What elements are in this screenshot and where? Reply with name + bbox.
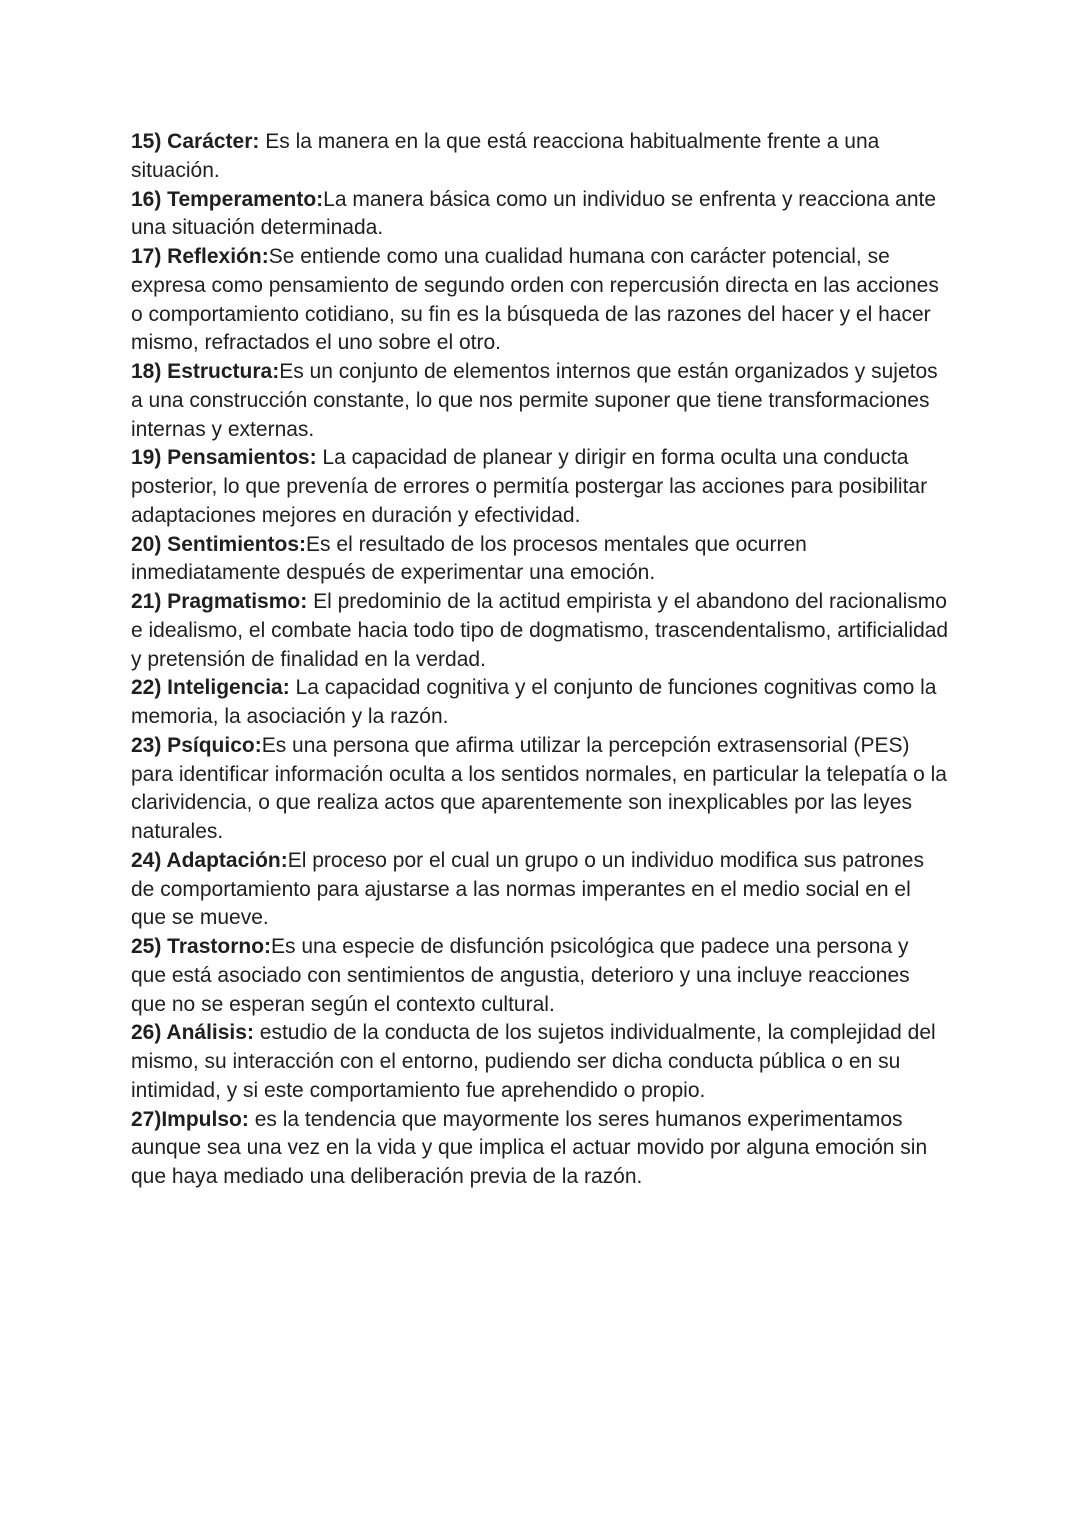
definition-term: 21) Pragmatismo: (131, 590, 308, 613)
definition-entry (131, 444, 949, 530)
definition-text: estudio de la conducta de los sujetos individualmente, la complejidad del mismo, su interacción con el entorno, pudiendo ser dicha conducta pública o en su intimidad, y si este comportamiento fue aprehendido o propio. (131, 1021, 936, 1102)
definition-term: 22) Inteligencia: (131, 676, 290, 700)
definitions-list (131, 128, 949, 1192)
definition-entry (131, 1019, 949, 1105)
definition-entry (131, 1106, 949, 1192)
definition-term: 24) Adaptación: (131, 848, 288, 872)
definition-entry (131, 358, 949, 444)
definition-text: es la tendencia que mayormente los seres humanos experimentamos aunque sea una vez en la vida y que implica el actuar movido por alguna emoción sin que haya mediado una deliberación previa de la razón. (131, 1107, 928, 1188)
definition-entry (131, 531, 949, 589)
definition-entry (131, 243, 949, 358)
definition-term: 16) Temperamento: (131, 187, 324, 211)
definition-term: 26) Análisis: (131, 1021, 254, 1045)
definition-text: El predominio de la actitud empirista y el abandono del racionalismo e idealismo, el combate hacia todo tipo de dogmatismo, trascendentalismo, artificialidad y pretensión de finalidad en la verdad. (131, 590, 949, 671)
definition-entry (131, 588, 949, 674)
definition-text: Es el resultado de los procesos mentales que ocurren inmediatamente después de experimentar una emoción. (131, 532, 807, 585)
definition-term: 27)Impulso: (131, 1107, 249, 1131)
definition-term: 15) Carácter: (131, 130, 260, 153)
definition-entry (131, 847, 949, 933)
definition-term: 18) Estructura: (131, 360, 280, 383)
definition-text: La capacidad de planear y dirigir en forma oculta una conducta posterior, lo que prevenía de errores o permitía postergar las acciones para posibilitar adaptaciones mejores en duración y efectividad. (131, 446, 928, 527)
definition-entry (131, 732, 949, 847)
definition-term: 20) Sentimientos: (131, 532, 307, 556)
definition-term: 25) Trastorno: (131, 935, 272, 958)
definition-text: La capacidad cognitiva y el conjunto de funciones cognitivas como la memoria, la asociación y la razón. (131, 676, 937, 728)
definition-term: 23) Psíquico: (131, 733, 262, 757)
definition-entry (131, 933, 949, 1019)
definition-text: La manera básica como un individuo se enfrenta y reacciona ante una situación determinada. (131, 187, 937, 240)
definition-text: Se entiende como una cualidad humana con carácter potencial, se expresa como pensamiento de segundo orden con repercusión directa en las acciones o comportamiento cotidiano, su fin es la búsqueda de las razones del hacer y el hacer mismo, refractados el uno sobre el otro. (131, 245, 939, 355)
definition-text: Es una persona que afirma utilizar la percepción extrasensorial (PES) para identificar información oculta a los sentidos normales, en particular la telepatía o la clarividencia, o que realiza actos que aparentemente son inexplicables por las leyes naturales. (131, 733, 947, 843)
definition-entry (131, 186, 949, 244)
definition-term: 17) Reflexión: (131, 245, 269, 268)
definition-term: 19) Pensamientos: (131, 446, 317, 470)
definition-text: El proceso por el cual un grupo o un individuo modifica sus patrones de comportamiento para ajustarse a las normas imperantes en el medio social en el que se mueve. (131, 848, 924, 930)
definition-entry (131, 674, 949, 732)
definition-text: Es una especie de disfunción psicológica que padece una persona y que está asociado con sentimientos de angustia, deterioro y una incluye reacciones que no se esperan según el contexto cultural. (131, 935, 910, 1016)
definition-text: Es un conjunto de elementos internos que están organizados y sujetos a una construcción constante, lo que nos permite suponer que tiene transformaciones internas y externas. (131, 360, 938, 441)
definition-text: Es la manera en la que está reacciona habitualmente frente a una situación. (131, 130, 880, 182)
definition-entry (131, 128, 949, 186)
